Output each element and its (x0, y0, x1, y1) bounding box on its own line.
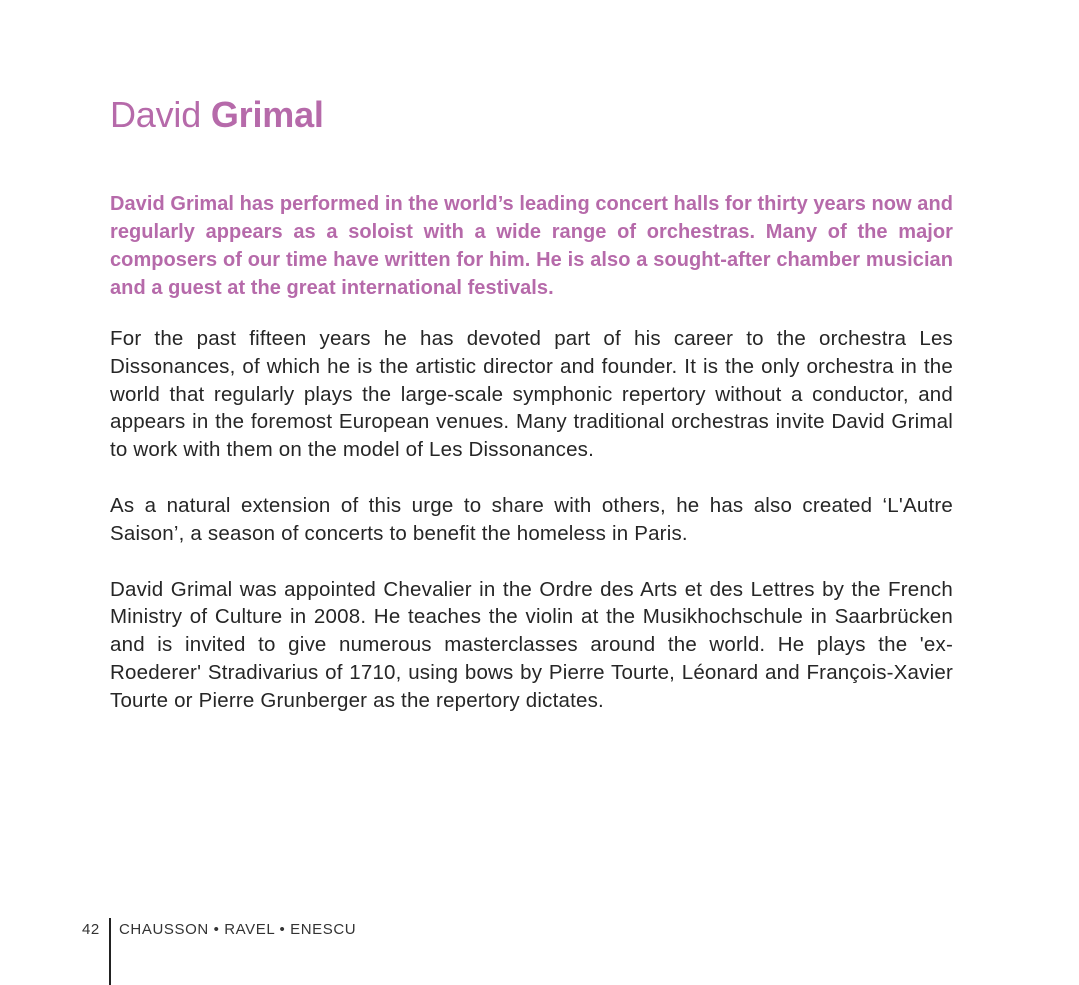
title-first-name: David (110, 94, 202, 135)
footer-program-label: CHAUSSON • RAVEL • ENESCU (119, 921, 357, 938)
body-paragraph: As a natural extension of this urge to share with others, he has also created ‘L'Autre Saison’, a season of concerts to benefit the homeless in Paris. (110, 493, 953, 545)
body-paragraph: David Grimal was appointed Chevalier in the Ordre des Arts et des Lettres by the French Ministry of Culture in 2008. He teaches the violin at the Musikhochschule in Saarbrücken and is invited to give numerous masterclasses around the world. He plays the 'ex-Roederer' Stradivarius of 1710, using bows by Pierre Tourte, Léonard and François-Xavier Tourte or Pierre Grunberger as the repertory dictates. (110, 577, 953, 712)
title-surname: Grimal (210, 94, 324, 135)
footer-divider (109, 918, 111, 985)
lead-paragraph: David Grimal has performed in the world’s leading concert halls for thirty years now and regularly appears as a soloist with a wide range of orchestras. Many of the major composers of our time have written for him. He is also a sought-after chamber musician and a guest at the great international festivals. (110, 193, 953, 299)
page-title (110, 92, 324, 138)
body-paragraph: For the past fifteen years he has devoted part of his career to the orchestra Les Dissonances, of which he is the artistic director and founder. It is the only orchestra in the world that regularly plays the large-scale symphonic repertory without a conductor, and appears in the foremost European venues. Many traditional orchestras invite David Grimal to work with them on the model of Les Dissonances. (110, 327, 953, 462)
biography-text (110, 190, 953, 743)
page-number: 42 (82, 921, 100, 938)
